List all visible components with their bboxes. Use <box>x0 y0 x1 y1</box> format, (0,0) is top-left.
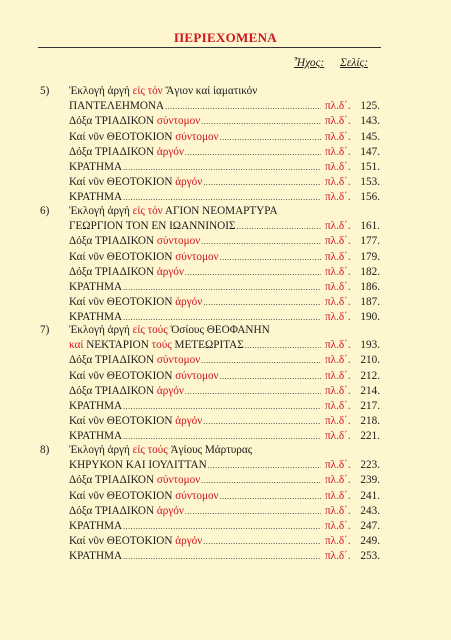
entry-text-red: σύντομον <box>175 250 219 263</box>
entry-label-leader <box>69 114 322 129</box>
contents-entry[interactable] <box>40 549 380 564</box>
entry-text: Καί νῦν ΘΕΟΤΟΚΙΟΝ <box>69 176 176 189</box>
page-title: ΠΕΡΙΕΧΟΜΕΝΑ <box>174 30 277 45</box>
entry-label-leader <box>69 130 322 145</box>
contents-section <box>40 323 380 445</box>
entry-text: Καί νῦν ΘΕΟΤΟΚΙΟΝ <box>69 489 176 502</box>
entry-label-leader <box>69 504 322 519</box>
entry-page-number: 212. <box>360 369 380 382</box>
contents-entry[interactable] <box>40 338 380 353</box>
entry-text-red: σύντομον <box>156 354 201 367</box>
intro-text: Ἁγίους Μάρτυρας <box>170 444 253 456</box>
entry-page-number: 239. <box>360 474 380 487</box>
entry-text: Δόξα ΤΡΙΑΔΙΚΟΝ <box>69 235 157 248</box>
entry-echos: πλ.δ΄. <box>325 250 351 263</box>
section-intro-row <box>40 323 380 338</box>
entry-echos: πλ.δ΄. <box>325 160 351 173</box>
dot-leader <box>236 219 321 234</box>
entry-text: Καί νῦν ΘΕΟΤΟΚΙΟΝ <box>69 296 176 309</box>
entry-text: ΚΡΑΤΗΜΑ <box>69 311 123 324</box>
contents-entry[interactable] <box>40 234 380 249</box>
entry-echos: πλ.δ΄. <box>325 369 351 382</box>
entry-text: Δόξα ΤΡΙΑΔΙΚΟΝ <box>69 354 157 367</box>
entry-label-leader <box>69 219 322 234</box>
entry-label-leader <box>69 458 322 473</box>
entry-text-red: ἀργόν <box>175 535 203 548</box>
contents-entry[interactable] <box>40 265 380 280</box>
dot-leader <box>185 504 321 519</box>
entry-echos: πλ.δ΄. <box>325 339 351 352</box>
entry-page-number: 214. <box>360 384 380 397</box>
section-number: 6) <box>40 205 50 217</box>
entry-label <box>69 489 219 504</box>
entry-echos: πλ.δ΄. <box>325 354 351 367</box>
entry-page-number: 217. <box>360 399 380 412</box>
contents-entry[interactable] <box>40 114 380 129</box>
intro-text: Ἐκλογή ἀργή <box>69 205 133 217</box>
entry-page-number: 186. <box>360 280 380 293</box>
contents-entry[interactable] <box>40 473 380 488</box>
dot-leader <box>123 519 321 534</box>
entry-echos: πλ.δ΄. <box>325 504 351 517</box>
contents-entry[interactable] <box>40 458 380 473</box>
entry-text: Δόξα ΤΡΙΑΔΙΚΟΝ <box>69 115 157 128</box>
dot-leader <box>220 250 321 265</box>
entry-label <box>69 114 200 129</box>
contents-entry[interactable] <box>40 145 380 160</box>
entry-label-leader <box>69 353 322 368</box>
dot-leader <box>203 534 321 549</box>
entry-label-leader <box>69 399 322 414</box>
dot-leader <box>185 384 321 399</box>
intro-text: Ὁσίους ΘΕΟΦΑΝΗΝ <box>170 324 270 336</box>
entry-text: ΚΡΑΤΗΜΑ <box>69 191 123 204</box>
entry-text: Καί νῦν ΘΕΟΤΟΚΙΟΝ <box>69 250 176 263</box>
column-header-page: Σελίς: <box>340 57 369 69</box>
entry-echos: πλ.δ΄. <box>325 550 351 563</box>
dot-leader <box>201 234 321 249</box>
section-intro-row <box>40 84 380 99</box>
entry-label <box>69 549 122 564</box>
entry-echos: πλ.δ΄. <box>325 100 351 113</box>
entry-echos: πλ.δ΄. <box>325 474 351 487</box>
dot-leader <box>208 458 321 473</box>
entry-page-number: 147. <box>360 145 380 158</box>
dot-leader <box>203 175 321 190</box>
intro-text: Ἅγιον καί ἰαματικόν <box>165 85 258 97</box>
dot-leader <box>123 160 321 175</box>
entry-label-leader <box>69 384 322 399</box>
intro-text-red: εἰς τόν <box>132 205 165 217</box>
entry-text: Καί νῦν ΘΕΟΤΟΚΙΟΝ <box>69 415 176 428</box>
dot-leader <box>201 353 321 368</box>
entry-text-red: ἀργόν <box>175 415 203 428</box>
entry-page-number: 247. <box>360 519 380 532</box>
intro-text: ΑΓΙΟΝ ΝΕΟΜΑΡΤΥΡΑ <box>164 205 278 217</box>
entry-text-red: ἀργόν <box>156 504 184 517</box>
dot-leader <box>203 414 321 429</box>
entry-page-number: 249. <box>360 535 380 548</box>
entry-label <box>69 473 200 488</box>
contents-entry[interactable] <box>40 130 380 145</box>
entry-text-red: ἀργόν <box>156 265 184 278</box>
section-number: 7) <box>40 324 50 336</box>
entry-text: ΚΡΑΤΗΜΑ <box>69 280 123 293</box>
entry-label <box>69 219 235 234</box>
entry-label <box>69 504 184 519</box>
section-intro-row <box>40 443 380 458</box>
dot-leader <box>203 295 321 310</box>
dot-leader <box>185 265 321 280</box>
entry-label <box>69 130 219 145</box>
entry-echos: πλ.δ΄. <box>325 220 351 233</box>
entry-page-number: 221. <box>360 430 380 443</box>
contents-entry[interactable] <box>40 414 380 429</box>
entry-page-number: 210. <box>360 354 380 367</box>
intro-text-red: εἰς τούς <box>132 324 171 336</box>
entry-page-number: 218. <box>360 415 380 428</box>
dot-leader <box>123 549 321 564</box>
entry-text: Δόξα ΤΡΙΑΔΙΚΟΝ <box>69 145 157 158</box>
entry-label <box>69 145 184 160</box>
entry-page-number: 145. <box>360 130 380 143</box>
entry-label <box>69 99 164 114</box>
entry-text: ΚΡΑΤΗΜΑ <box>69 160 123 173</box>
entry-label <box>69 369 219 384</box>
section-intro-row <box>40 204 380 219</box>
entry-text: ΚΡΑΤΗΜΑ <box>69 519 123 532</box>
entry-text: ΓΕΩΡΓΙΟΝ ΤΟΝ ΕΝ ΙΩΑΝΝΙΝΟΙΣ <box>69 220 236 233</box>
entry-page-number: 179. <box>360 250 380 263</box>
entry-echos: πλ.δ΄. <box>325 489 351 502</box>
entry-page-number: 223. <box>360 459 380 472</box>
entry-text-red: ἀργόν <box>156 384 184 397</box>
entry-text: ΚΡΑΤΗΜΑ <box>69 430 123 443</box>
entry-label-leader <box>69 338 322 353</box>
section-intro <box>69 443 252 458</box>
entry-echos: πλ.δ΄. <box>325 384 351 397</box>
entry-text-red: σύντομον <box>156 115 201 128</box>
entry-text: ΠΑΝΤΕΛΕΗΜΟΝΑ <box>69 100 165 113</box>
entry-label-leader <box>69 519 322 534</box>
entry-text: Καί νῦν ΘΕΟΤΟΚΙΟΝ <box>69 130 176 143</box>
entry-page-number: 177. <box>360 235 380 248</box>
contents-entry[interactable] <box>40 175 380 190</box>
entry-echos: πλ.δ΄. <box>325 519 351 532</box>
entry-label <box>69 414 202 429</box>
entry-label-leader <box>69 473 322 488</box>
entry-page-number: 182. <box>360 265 380 278</box>
entry-label <box>69 534 202 549</box>
entry-label <box>69 399 122 414</box>
entry-page-number: 243. <box>360 504 380 517</box>
dot-leader <box>185 145 321 160</box>
contents-section <box>40 204 380 326</box>
entry-page-number: 125. <box>360 100 380 113</box>
entry-text: ΝΕΚΤΑΡΙΟΝ <box>86 339 152 352</box>
entry-label <box>69 295 202 310</box>
contents-entry[interactable] <box>40 280 380 295</box>
entry-echos: πλ.δ΄. <box>325 311 351 324</box>
column-header-echos: Ἦχος: <box>294 57 325 69</box>
entry-text-red: σύντομον <box>175 130 219 143</box>
entry-echos: πλ.δ΄. <box>325 399 351 412</box>
dot-leader <box>220 489 321 504</box>
dot-leader <box>220 369 321 384</box>
entry-text-red: ἀργόν <box>156 145 184 158</box>
contents-entry[interactable] <box>40 295 380 310</box>
section-number: 5) <box>40 85 50 97</box>
dot-leader <box>123 399 321 414</box>
entry-page-number: 161. <box>360 220 380 233</box>
entry-echos: πλ.δ΄. <box>325 145 351 158</box>
entry-page-number: 143. <box>360 115 380 128</box>
entry-text-red: σύντομον <box>156 235 201 248</box>
entry-echos: πλ.δ΄. <box>325 115 351 128</box>
entry-page-number: 156. <box>360 191 380 204</box>
contents-section <box>40 443 380 565</box>
entry-label-leader <box>69 99 322 114</box>
entry-label-leader <box>69 250 322 265</box>
contents-entry[interactable] <box>40 489 380 504</box>
entry-label-leader <box>69 160 322 175</box>
intro-text-red: εἰς τούς <box>132 444 171 456</box>
entry-page-number: 187. <box>360 296 380 309</box>
entry-text-red: τούς <box>151 339 175 352</box>
intro-text: Ἐκλογή ἀργή <box>69 85 133 97</box>
entry-label <box>69 458 207 473</box>
entry-page-number: 151. <box>360 160 380 173</box>
entry-label-leader <box>69 489 322 504</box>
contents-entry[interactable] <box>40 250 380 265</box>
entry-echos: πλ.δ΄. <box>325 235 351 248</box>
entry-text: Καί νῦν ΘΕΟΤΟΚΙΟΝ <box>69 535 176 548</box>
entry-page-number: 253. <box>360 550 380 563</box>
contents-section <box>40 84 380 206</box>
entry-page-number: 193. <box>360 339 380 352</box>
entry-label <box>69 384 184 399</box>
contents-entry[interactable] <box>40 160 380 175</box>
entry-label-leader <box>69 369 322 384</box>
entry-text-red: καί <box>69 339 87 352</box>
entry-label <box>69 175 202 190</box>
entry-label <box>69 234 200 249</box>
contents-entry[interactable] <box>40 504 380 519</box>
entry-echos: πλ.δ΄. <box>325 430 351 443</box>
contents-entry[interactable] <box>40 99 380 114</box>
entry-text: Δόξα ΤΡΙΑΔΙΚΟΝ <box>69 384 157 397</box>
entry-text: Δόξα ΤΡΙΑΔΙΚΟΝ <box>69 265 157 278</box>
section-intro <box>69 84 257 99</box>
entry-echos: πλ.δ΄. <box>325 265 351 278</box>
intro-text-red: εἰς τόν <box>132 85 166 97</box>
entry-text-red: ἀργόν <box>175 296 203 309</box>
section-number: 8) <box>40 444 50 456</box>
contents-entry[interactable] <box>40 384 380 399</box>
entry-text: Καί νῦν ΘΕΟΤΟΚΙΟΝ <box>69 369 176 382</box>
entry-text: Δόξα ΤΡΙΑΔΙΚΟΝ <box>69 474 157 487</box>
contents-entry[interactable] <box>40 369 380 384</box>
entry-text: Δόξα ΤΡΙΑΔΙΚΟΝ <box>69 504 157 517</box>
entry-label <box>69 265 184 280</box>
dot-leader <box>201 473 321 488</box>
entry-label-leader <box>69 414 322 429</box>
dot-leader <box>220 130 321 145</box>
section-intro <box>69 323 270 338</box>
entry-label <box>69 160 122 175</box>
entry-echos: πλ.δ΄. <box>325 296 351 309</box>
entry-page-number: 241. <box>360 489 380 502</box>
entry-echos: πλ.δ΄. <box>325 130 351 143</box>
dot-leader <box>165 99 321 114</box>
intro-text: Ἐκλογή ἀργή <box>69 444 133 456</box>
dot-leader <box>245 338 321 353</box>
entry-text-red: σύντομον <box>175 369 219 382</box>
entry-text-red: σύντομον <box>156 474 201 487</box>
entry-page-number: 190. <box>360 311 380 324</box>
contents-entry[interactable] <box>40 219 380 234</box>
entry-text: ΜΕΤΕΩΡΙΤΑΣ <box>174 339 244 352</box>
entry-echos: πλ.δ΄. <box>325 535 351 548</box>
entry-label-leader <box>69 234 322 249</box>
entry-label-leader <box>69 280 322 295</box>
entry-label <box>69 338 244 353</box>
contents-entry[interactable] <box>40 519 380 534</box>
entry-label-leader <box>69 265 322 280</box>
entry-echos: πλ.δ΄. <box>325 176 351 189</box>
entry-page-number: 153. <box>360 176 380 189</box>
entry-echos: πλ.δ΄. <box>325 191 351 204</box>
entry-label <box>69 353 200 368</box>
dot-leader <box>123 280 321 295</box>
entry-text: ΚΡΑΤΗΜΑ <box>69 399 123 412</box>
entry-label <box>69 519 122 534</box>
entry-label-leader <box>69 175 322 190</box>
title-rule <box>38 47 381 48</box>
contents-entry[interactable] <box>40 353 380 368</box>
entry-label <box>69 250 219 265</box>
section-intro <box>69 204 278 219</box>
entry-echos: πλ.δ΄. <box>325 415 351 428</box>
entry-label-leader <box>69 534 322 549</box>
entry-text: ΚΗΡΥΚΟΝ ΚΑΙ ΙΟΥΛΙΤΤΑΝ <box>69 459 207 472</box>
entry-label-leader <box>69 145 322 160</box>
entry-echos: πλ.δ΄. <box>325 459 351 472</box>
entry-text-red: ἀργόν <box>175 176 203 189</box>
intro-text: Ἐκλογή ἀργή <box>69 324 133 336</box>
entry-echos: πλ.δ΄. <box>325 280 351 293</box>
entry-text: ΚΡΑΤΗΜΑ <box>69 550 123 563</box>
contents-entry[interactable] <box>40 399 380 414</box>
dot-leader <box>201 114 321 129</box>
entry-label-leader <box>69 549 322 564</box>
entry-label <box>69 280 122 295</box>
entry-text-red: σύντομον <box>175 489 219 502</box>
entry-label-leader <box>69 295 322 310</box>
contents-entry[interactable] <box>40 534 380 549</box>
